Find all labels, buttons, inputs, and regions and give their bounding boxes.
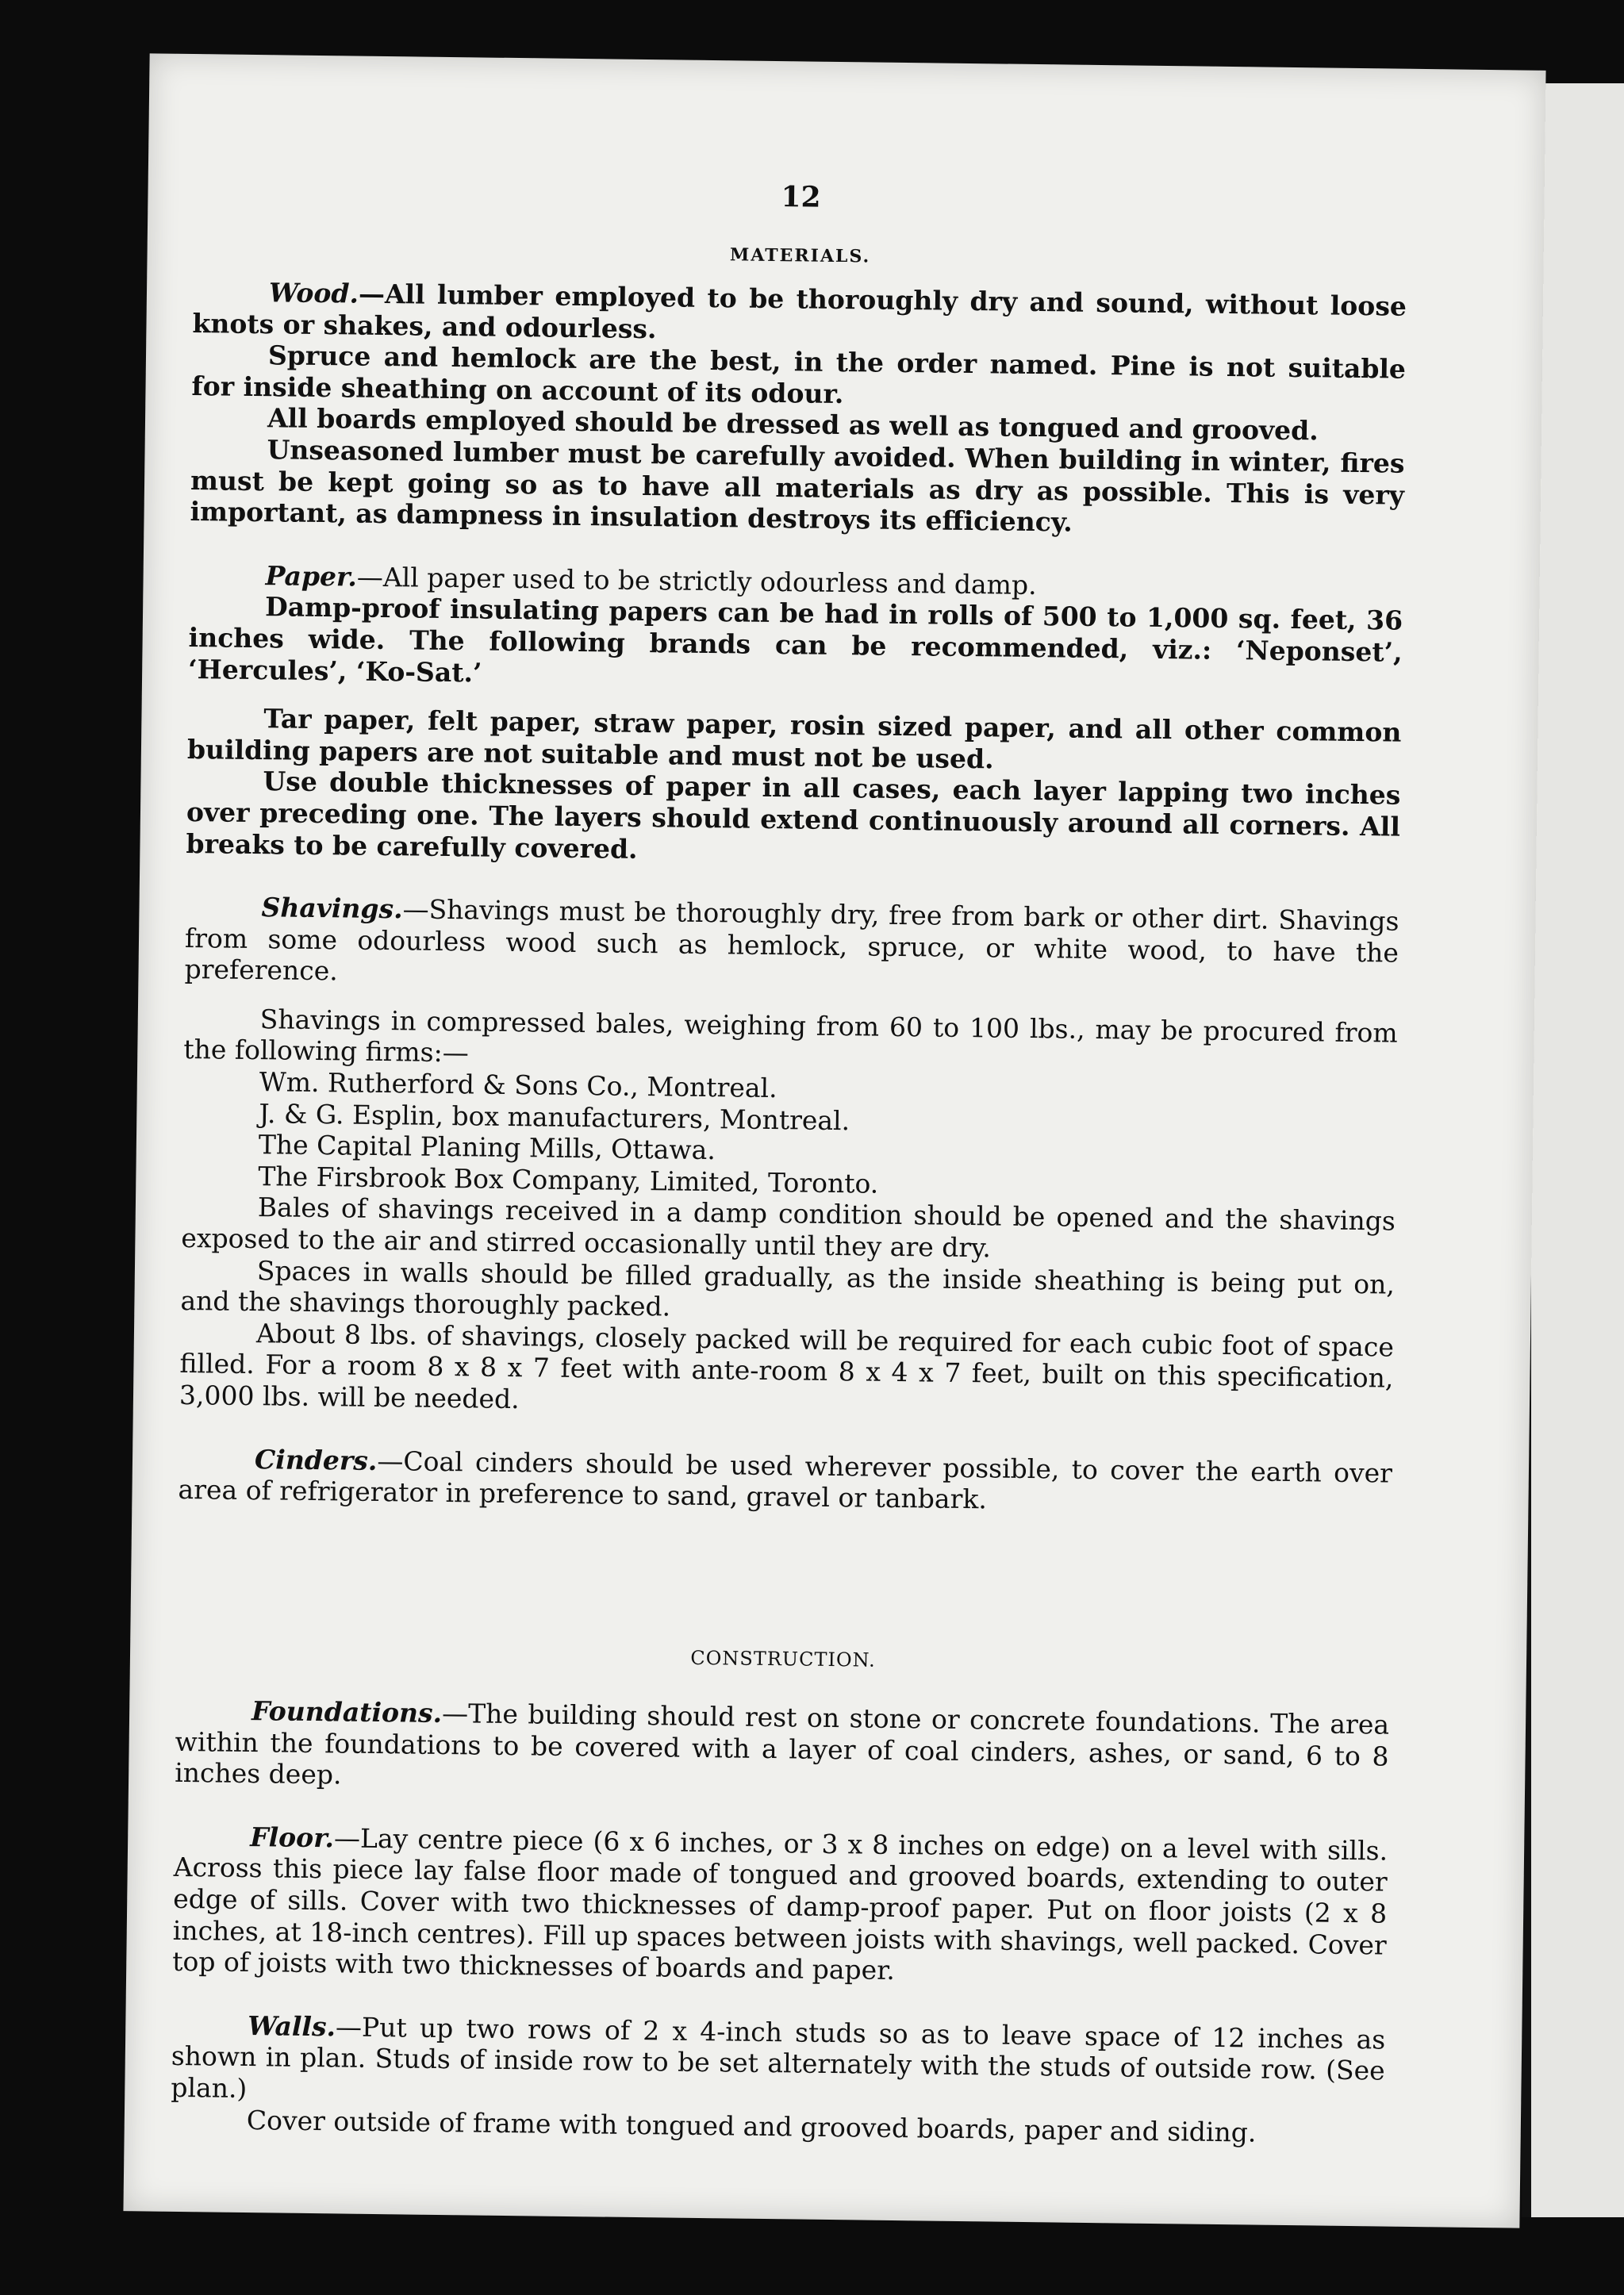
construction-section [171, 1641, 1390, 2150]
facing-page-edge [1531, 83, 1624, 2217]
firm-list-item: Wm. Rutherford & Sons Co., Montreal. [259, 1066, 777, 1104]
shavings-paragraph-2: Shavings in compressed bales, weighing from 60 to 100 lbs., may be procured from the following firms:— [183, 1004, 1398, 1069]
materials-section [178, 238, 1407, 1520]
shavings-paragraph-5: About 8 lbs. of shavings, closely packed will be required for each cubic foot of space filled. For a room 8 x 8 x 7 feet with ante-room 8 x 4 x 7 feet, built on this specification, 3,000 lbs. will be needed. [179, 1317, 1395, 1415]
shavings-title: Shavings. [261, 892, 403, 925]
paper-paragraph-2: Damp-proof insulating papers can be had in rolls of 500 to 1,000 sq. feet, 36 inches wide. The following brands can be recommended, viz.: ‘Neponset’, ‘Hercules’, ‘Ko-Sat.’ [187, 591, 1403, 689]
shavings-paragraph-4: Spaces in walls should be filled gradually, as the inside sheathing is being put on, and the shavings thoroughly packed. [180, 1254, 1396, 1322]
floor-title: Floor. [249, 1821, 335, 1854]
cinders-title: Cinders. [254, 1443, 378, 1476]
walls-paragraph-2: Cover outside of frame with tongued and grooved boards, paper and siding. [246, 2104, 1257, 2148]
construction-heading: CONSTRUCTION. [690, 1646, 876, 1671]
foundations-title: Foundations. [251, 1695, 443, 1729]
floor-text: —Lay centre piece (6 x 6 inches, or 3 x 8 inches on edge) on a level with sills. Across this piece lay false floor made of tongued and grooved boards, extending to outer edge of sills. Cover with two thicknesses of damp-proof paper. Put on floor joists (2 x 8 inches, at 18-inch centres). Fill up spaces between joists with shavings, well packed. Cover top of joists with two thicknesses of boards and paper. [172, 1822, 1388, 1986]
floor-paragraph [172, 1821, 1388, 1993]
foundations-paragraph [175, 1694, 1389, 1803]
foundations-text: —The building should rest on stone or concrete foundations. The area within the foundations to be covered with a layer of coal cinders, ashes, or sand, 6 to 8 inches deep. [174, 1698, 1390, 1790]
walls-paragraph-1 [171, 2009, 1385, 2118]
shavings-paragraph-1 [184, 891, 1399, 1000]
page-number: 12 [781, 180, 821, 214]
cinders-paragraph-1 [178, 1443, 1392, 1521]
wood-paragraph-3: All boards employed should be dressed as well as tongued and grooved. [267, 402, 1319, 447]
shavings-paragraph-3: Bales of shavings received in a damp condition should be opened and the shavings exposed to the air and stirred occasionally until they are dry. [181, 1192, 1396, 1264]
paper-paragraph-4: Use double thicknesses of paper in all cases, each layer lapping two inches over preceding one. The layers should extend continuously around all corners. All breaks to be carefully covered. [186, 766, 1401, 865]
walls-title: Walls. [248, 2009, 336, 2043]
firm-list-item: The Firsbrook Box Company, Limited, Toronto. [258, 1160, 879, 1199]
wood-text-1: —All lumber employed to be thoroughly dry and sound, without loose knots or shakes, and odourless. [192, 278, 1407, 344]
paper-text-1: —All paper used to be strictly odourless and damp. [356, 561, 1037, 601]
wood-title: Wood. [268, 277, 359, 309]
page-content [171, 54, 1410, 2148]
wood-paragraph-4: Unseasoned lumber must be carefully avoided. When building in winter, fires must be kept going so as to have all materials as dry as possible. This is very important, as dampness in insulation destroys its efficiency. [190, 434, 1405, 538]
firm-list-item: J. & G. Esplin, box manufacturers, Montreal. [259, 1097, 850, 1136]
firm-list-item: The Capital Planing Mills, Ottawa. [258, 1129, 716, 1166]
document-page [123, 53, 1545, 2228]
paper-title: Paper. [265, 559, 358, 593]
cinders-text-1: —Coal cinders should be used wherever possible, to cover the earth over area of refrigerator in preference to sand, gravel or tanbark. [178, 1445, 1393, 1515]
wood-paragraph-2: Spruce and hemlock are the best, in the order named. Pine is not suitable for inside sheathing on account of its odour. [191, 340, 1407, 409]
materials-heading: MATERIALS. [729, 244, 871, 267]
shavings-text-1: —Shavings must be thoroughly dry, free from bark or other dirt. Shavings from some odourless wood such as hemlock, spruce, or white wood, to have the preference. [184, 893, 1399, 987]
paper-paragraph-3: Tar paper, felt paper, straw paper, rosin sized paper, and all other common building papers are not suitable and must not be used. [186, 703, 1402, 775]
walls-text: —Put up two rows of 2 x 4-inch studs so as to leave space of 12 inches as shown in plan. Studs of inside row to be set alternately with the studs of outside row. (See plan.) [171, 2011, 1386, 2104]
